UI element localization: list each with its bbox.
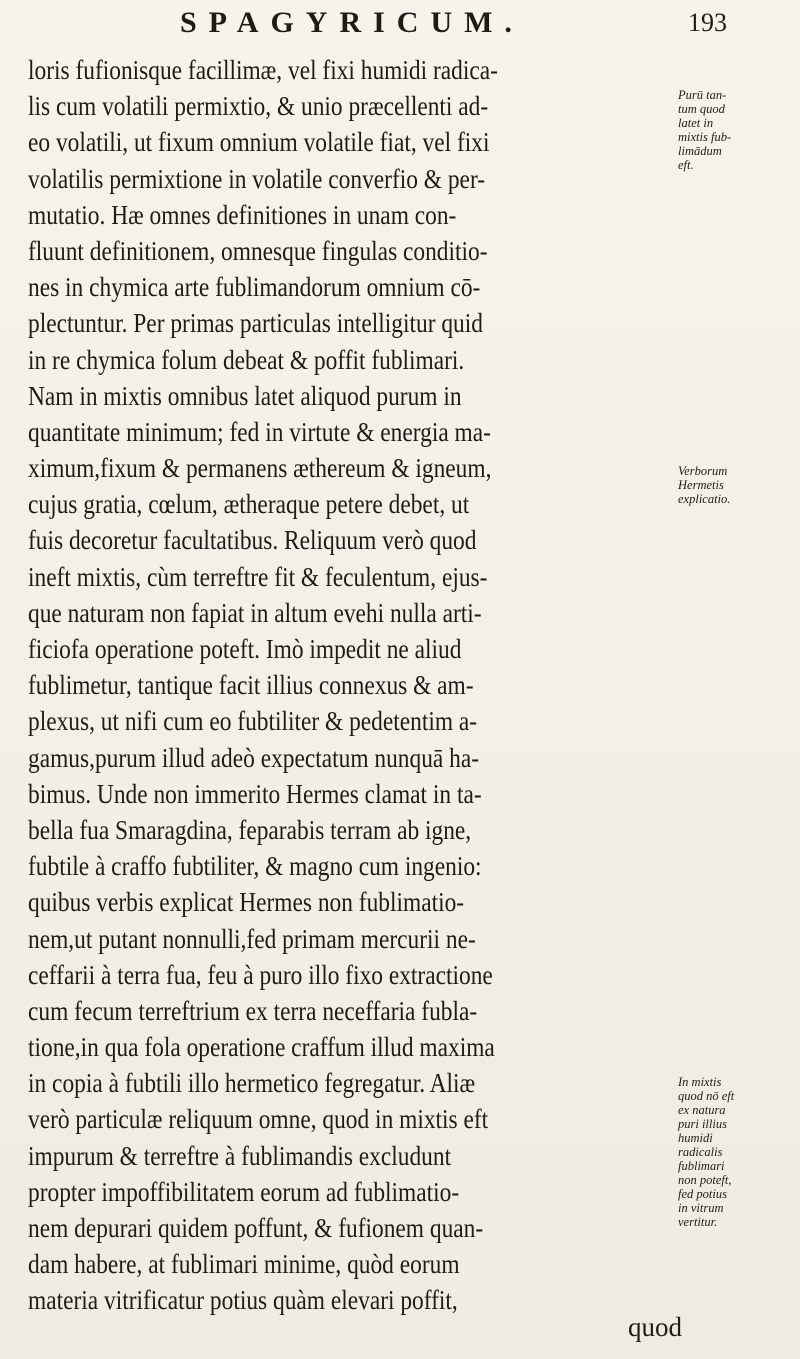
text-line: Nam in mixtis omnibus latet aliquod purum in xyxy=(28,379,462,411)
text-line: verò particulæ reliquum omne, quod in mixtis eft xyxy=(28,1103,489,1135)
text-line: bella fua Smaragdina, feparabis terram ab igne, xyxy=(28,813,472,845)
text-line: fluunt definitionem, omnesque fingulas conditio- xyxy=(28,234,488,266)
text-line: quibus verbis explicat Hermes non fublimatio- xyxy=(28,886,465,918)
margin-note-line: puri illius xyxy=(678,1117,727,1131)
page-header xyxy=(60,6,780,50)
text-line: propter impoffibilitatem eorum ad fublimatio- xyxy=(28,1175,460,1207)
text-line: impurum & terreftre à fublimandis excludunt xyxy=(28,1139,452,1171)
margin-note-impure-matter xyxy=(678,1075,798,1229)
text-line: fuis decoretur facultatibus. Reliquum verò quod xyxy=(28,524,477,556)
margin-note-line: fed potius xyxy=(678,1187,727,1201)
text-line: tione,in qua fola operatione craffum illud maxima xyxy=(28,1031,495,1063)
text-line: nem,ut putant nonnulli,fed primam mercurii ne- xyxy=(28,922,476,954)
margin-note-line: non poteft, xyxy=(678,1173,732,1187)
page-number: 193 xyxy=(688,8,727,37)
margin-note-line: in vitrum xyxy=(678,1201,724,1215)
margin-note-line: tum quod xyxy=(678,102,725,116)
margin-note-line: explicatio. xyxy=(678,492,731,506)
text-line: plectuntur. Per primas particulas intelligitur quid xyxy=(28,307,483,339)
text-line: in copia à fubtili illo hermetico fegregatur. Aliæ xyxy=(28,1067,476,1099)
text-line: in re chymica folum debeat & poffit fublimari. xyxy=(28,343,465,375)
margin-note-line: quod nō eft xyxy=(678,1089,735,1103)
margin-note-line: eft. xyxy=(678,158,694,172)
margin-note-line: Hermetis xyxy=(678,478,724,492)
margin-note-line: In mixtis xyxy=(678,1075,722,1089)
margin-note-pure-substance xyxy=(678,88,798,172)
text-line: fubtile à craffo fubtiliter, & magno cum ingenio: xyxy=(28,850,482,882)
text-line: dam habere, at fublimari minime, quòd eorum xyxy=(28,1248,460,1280)
text-line: volatilis permixtione in volatile converfio & per- xyxy=(28,162,486,194)
text-line: ficiofa operatione poteft. Imò impedit ne aliud xyxy=(28,633,462,664)
text-line: gamus,purum illud adeò expectatum nunquā ha- xyxy=(28,741,480,773)
margin-note-line: radicalis xyxy=(678,1145,723,1159)
text-line: mutatio. Hæ omnes definitiones in unam con- xyxy=(28,198,457,230)
text-line: ceffarii à terra fua, feu à puro illo fixo extractione xyxy=(28,958,493,990)
margin-note-line: ex natura xyxy=(678,1103,726,1117)
text-line: nes in chymica arte fublimandorum omnium cō- xyxy=(28,271,481,303)
running-head: SPAGYRICUM. xyxy=(180,6,524,39)
catchword: quod xyxy=(628,1312,682,1342)
body-text xyxy=(28,52,780,1319)
margin-note-line: vertitur. xyxy=(678,1215,718,1229)
text-line: bimus. Unde non immerito Hermes clamat in ta- xyxy=(28,777,482,809)
text-line: materia vitrificatur potius quàm elevari poffit, xyxy=(28,1284,458,1316)
text-line: plexus, ut nifi cum eo fubtiliter & pedetentim a- xyxy=(28,705,478,737)
text-line: que naturam non fapiat in altum evehi nulla arti- xyxy=(28,596,482,628)
text-line: eo volatili, ut fixum omnium volatile fiat, vel fixi xyxy=(28,126,490,158)
margin-note-line: mixtis fub- xyxy=(678,130,732,144)
text-line: fublimetur, tantique facit illius connexus & am- xyxy=(28,669,474,701)
text-line: loris fufionisque facillimæ, vel fixi humidi radica- xyxy=(28,54,498,85)
margin-note-line: limādum xyxy=(678,144,722,158)
margin-note-line: fublimari xyxy=(678,1159,725,1173)
margin-note-line: Purū tan- xyxy=(678,88,727,102)
text-line: cujus gratia, cœlum, ætheraque petere debet, ut xyxy=(28,488,470,520)
text-line: cum fecum terreftrium ex terra neceffaria fubla- xyxy=(28,994,478,1026)
margin-note-line: humidi xyxy=(678,1131,713,1145)
text-line: ineft mixtis, cùm terreftre fit & feculentum, ejus- xyxy=(28,560,488,592)
text-line: lis cum volatili permixtio, & unio præcellenti ad- xyxy=(28,90,489,122)
text-line: quantitate minimum; fed in virtute & energia ma- xyxy=(28,415,491,447)
text-line: nem depurari quidem poffunt, & fufionem quan- xyxy=(28,1212,484,1243)
margin-note-line: Verborum xyxy=(678,464,728,478)
text-line: ximum,fixum & permanens æthereum & igneum, xyxy=(28,452,492,484)
margin-note-line: latet in xyxy=(678,116,714,130)
margin-note-hermes-explanation xyxy=(678,464,798,506)
